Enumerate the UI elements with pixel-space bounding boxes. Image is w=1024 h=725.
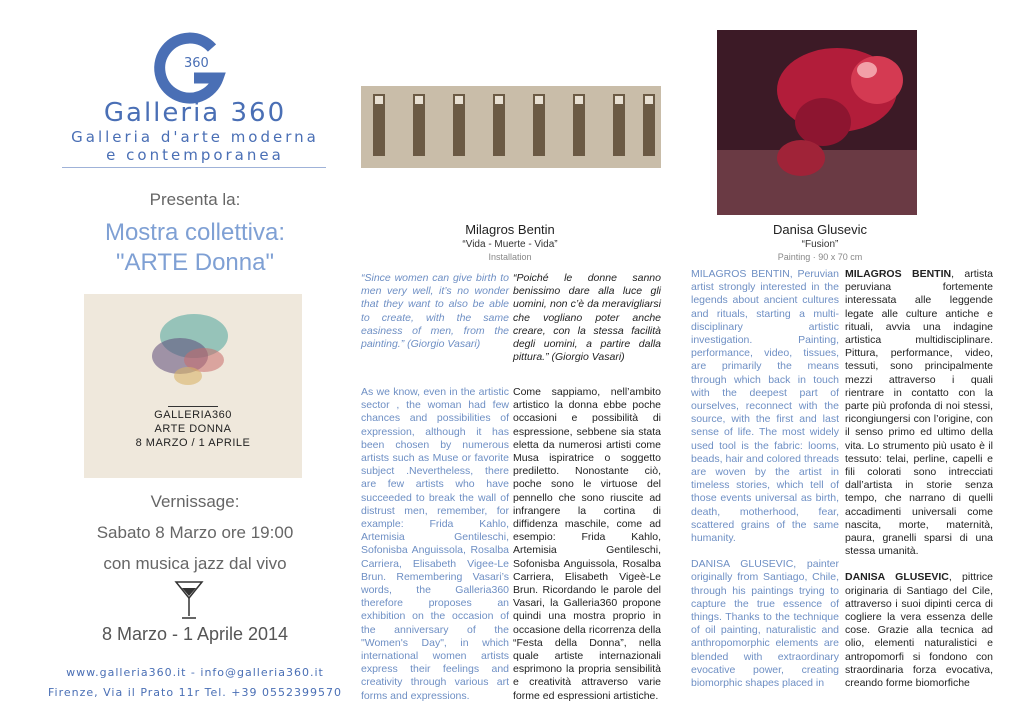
exhibition-title: [60, 218, 330, 278]
martini-glass-icon: [174, 578, 204, 622]
caption-artist2: [745, 222, 895, 262]
exhibition-dates: 8 Marzo - 1 Aprile 2014: [101, 624, 289, 644]
bio-english: [691, 268, 839, 690]
logo-number: 360: [184, 56, 209, 71]
contact-info: [30, 663, 360, 703]
bio-en-milagros-text: , Peruvian artist strongly interested in the legends about ancient cultures and rituals, starting a multi-disciplinary artistic investigation. Painting, performance, video, tissues, are primarily the means through which back in touch with the deepest part of ourselves, reconnect with the source, with the first and last sense of life. The most widely used tool is the fabric: looms, beads, hair and colored threads are woven by the artist in timeless stories, which tell of those events universal as birth, death, motherhood, fear, scattered grains of the same humanity.: [691, 268, 839, 545]
bio-it-danisa-text: , pittrice originaria di Santiago del Cile, attraverso i suoi dipinti cerca di cogliere la vera essenza delle cose. Grazie alla tecnica ad olio, elementi naturalistici e antropomorfi si fondono con straordinaria forza evocativa, creando forme biomorfiche: [845, 571, 993, 690]
vernissage-block: [60, 488, 330, 577]
artist1-name: Milagros Bentin: [465, 222, 555, 237]
vernissage-music: con musica jazz dal vivo: [103, 554, 287, 573]
painting-artwork: [717, 30, 917, 215]
presenta-label: Presenta la:: [149, 190, 241, 209]
poster-text: [84, 408, 302, 450]
bio-it-milagros: [845, 268, 993, 558]
installation-photo: [361, 86, 661, 168]
body-english: As we know, even in the artistic sector , the woman had few chances and possibilities of expression, although it has been chosen by numerous artists such as Muse or favorite subject .Nevertheless, there are few artists who have succeeded to break the wall of distrust men, remember, for example: Frida Kahlo, Artemisia Gentileschi, Sofonisba Anguissola, Rosalba Carriera, Elisabeth Vigee-Le Brun. Remembering Vasari’s words, the Galleria360 therefore proposes an exhibition on the occasion of the anniversary of the "Women's Day", in which international women artists express their feelings and creativity through various art forms and expressions.: [361, 386, 509, 702]
bio-it-danisa: [845, 571, 993, 690]
bio-en-danisa-text: , painter originally from Santiago, Chile, through his paintings trying to capture the true essence of things. Thanks to the technique of oil painting, naturalistic and anthropomorphic elements are blended with extraordinary evocative power, creating biomorphic shapes placed in: [691, 558, 839, 690]
body-italian: Come sappiamo, nell’ambito artistico la donna ebbe poche occasioni e possibilità di espressione, sebbene sia stata eletta da numerosi artisti come Musa ispiratrice o soggetto prediletto. Nonostante ciò, poche sono le virtuose del pennello che sono riuscite ad infrangere la cortina di diffidenza maschile, come ad esempio: Frida Kahlo, Artemisia Gentileschi, Sofonisba Anguissola, Rosalba Carriera, Elisabeth Vigeè-Le Brun. Ricordando le parole del Vasari, la Galleria360 propone quindi una mostra proprio in occasione della ricorrenza della “Festa della Donna”, nella quale artiste internazionali esprimono la propria sensibilità e creatività attraverso varie forme ed espressioni artistiche.: [513, 386, 661, 702]
poster-line3: 8 MARZO / 1 APRILE: [135, 437, 251, 449]
gallery-name: Galleria 360: [103, 98, 287, 128]
bio-it-milagros-text: , artista peruviana fortemente interessata alle leggende legate alle culture antiche e rituali, avvia una indagine artistica multidisciplinare. Pittura, performance, video, tessuti, sono principalmente mezzi attraverso i quali rientrare in contatto con la parte più profonda di noi stessi, ricongiungersi con l’origine, con il senso primo ed ultimo della vita. Lo strumento più usato è il tessuto: telai, perline, capelli e fili colorati sono intrecciati dall’artista in storie senza tempo, che narrano di quelli accadimenti universali come nascita, morte, maternità, paura, granelli sparsi di una stessa umanità.: [845, 268, 993, 558]
contact-web[interactable]: www.galleria360.it - info@galleria360.it: [66, 666, 324, 679]
gallery-brand: [60, 98, 330, 164]
installation-artwork: [361, 86, 661, 168]
artist2-name: Danisa Glusevic: [773, 222, 867, 237]
artist2-medium: Painting · 90 x 70 cm: [777, 252, 863, 262]
bio-en-danisa: [691, 558, 839, 690]
artist1-medium: Installation: [488, 252, 532, 262]
bio-it-milagros-name: MILAGROS BENTIN: [845, 268, 952, 280]
poster-artwork: [84, 294, 302, 478]
bio-it-danisa-name: DANISA GLUSEVIC: [845, 571, 949, 584]
poster-divider: [168, 406, 218, 407]
exhibition-title-line2: "ARTE Donna": [115, 249, 274, 276]
bio-en-milagros: [691, 268, 839, 545]
painting-photo: [717, 30, 917, 215]
exhibition-title-line1: Mostra collettiva:: [104, 219, 286, 246]
artist1-work: “Vida - Muerte - Vida”: [462, 239, 558, 250]
exhibition-poster: [84, 294, 302, 478]
bio-italian: [845, 268, 993, 690]
bio-en-danisa-name: DANISA GLUSEVIC: [691, 558, 794, 571]
quote-english: “Since women can give birth to men very well, it’s no wonder that they want to also be able to create, with the same easiness of men, from the painting.” (Giorgio Vasari): [361, 272, 509, 351]
vernissage-when: Sabato 8 Marzo ore 19:00: [96, 523, 294, 542]
divider: [62, 167, 326, 168]
artist2-work: “Fusion”: [801, 239, 839, 250]
gallery-subtitle-2: e contemporanea: [106, 146, 284, 164]
poster-line1: GALLERIA360: [154, 409, 232, 421]
contact-address: Firenze, Via il Prato 11r Tel. +39 0552399570: [48, 686, 342, 699]
vernissage-label: Vernissage:: [150, 492, 240, 511]
bio-en-milagros-name: MILAGROS BENTIN: [691, 268, 790, 280]
gallery-subtitle-1: Galleria d'arte moderna: [71, 128, 319, 146]
caption-artist1: [430, 222, 590, 262]
quote-italian: “Poiché le donne sanno benissimo dare alla luce gli uomini, non c’è da meravigliarsi che vogliano poter anche creare, con la stessa facilità degli uomini, a partire dalla pittura.” (Giorgio Vasari): [513, 272, 661, 364]
poster-line2: ARTE DONNA: [154, 423, 232, 435]
